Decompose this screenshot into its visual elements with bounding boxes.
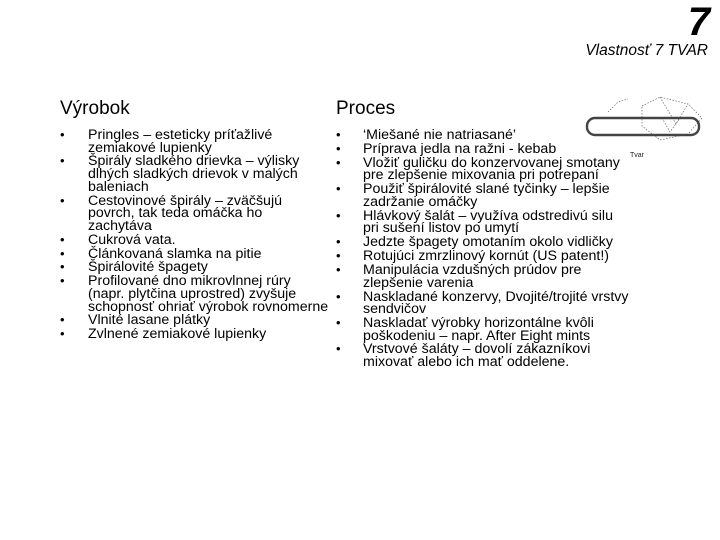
list-item: • Zvlnené zemiakové lupienky: [60, 328, 330, 341]
slide-number: 7: [687, 0, 710, 44]
list-item: • Cukrová vata.: [60, 234, 330, 247]
list-item: • Použiť špirálovité slané tyčinky – lepšie zadržanie omáčky: [336, 183, 631, 208]
dotted-shape-outline: [660, 97, 688, 124]
list-item: • Špirály sladkého drievka – výlisky dlhých sladkých drievok v malých baleniach: [60, 155, 330, 193]
list-item: • ‘Miešané nie natriasané’: [336, 129, 631, 142]
list-item: • Profilované dno mikrovlnnej rúry (napr. plytčina uprostred) zvyšuje schopnosť ohriať výrobok rovnomerne: [60, 275, 330, 313]
shape-label: Tvar: [630, 152, 644, 159]
product-list: [60, 129, 330, 341]
slide-subtitle: Vlastnosť 7 TVAR: [585, 42, 708, 59]
list-item: • Cestovinové špirály – zväčšujú povrch, tak teda omáčka ho zachytáva: [60, 195, 330, 233]
list-item: • Manipulácia vzdušných prúdov pre zlepšenie varenia: [336, 264, 631, 289]
shape-transformation-icon: [584, 94, 710, 164]
process-list: [336, 129, 631, 369]
product-column: [60, 97, 330, 342]
list-item: • Jedzte špagety omotaním okolo vidličky: [336, 236, 631, 249]
dotted-shape-outline: [608, 99, 628, 112]
process-heading: Proces: [336, 98, 396, 119]
list-item: • Príprava jedla na ražni - kebab: [336, 143, 631, 156]
solid-bar-shape: [587, 118, 699, 135]
dotted-shape-outline: [662, 118, 680, 132]
list-item: • Hlávkový šalát – využíva odstredivú silu pri sušení listov po umytí: [336, 210, 631, 235]
list-item: • Špirálovité špagety: [60, 261, 330, 274]
list-item: • Naskladať výrobky horizontálne kvôli poškodeniu – napr. After Eight mints: [336, 317, 631, 342]
product-heading: Výrobok: [60, 98, 130, 119]
list-item: • Vložiť guličku do konzervovanej smotany pre zlepšenie mixovania pri potrepaní: [336, 157, 631, 182]
list-item: • Pringles – esteticky príťažlivé zemiakové lupienky: [60, 129, 330, 154]
list-item: • Článkovaná slamka na pitie: [60, 248, 330, 261]
list-item: • Naskladané konzervy, Dvojité/trojité vrstvy sendvičov: [336, 291, 631, 316]
list-item: • Vlnité lasane plátky: [60, 314, 330, 327]
list-item: • Vrstvové šaláty – dovolí zákazníkovi mixovať alebo ich mať oddelene.: [336, 343, 631, 368]
list-item: • Rotujúci zmrzlinový kornút (US patent!): [336, 250, 631, 263]
